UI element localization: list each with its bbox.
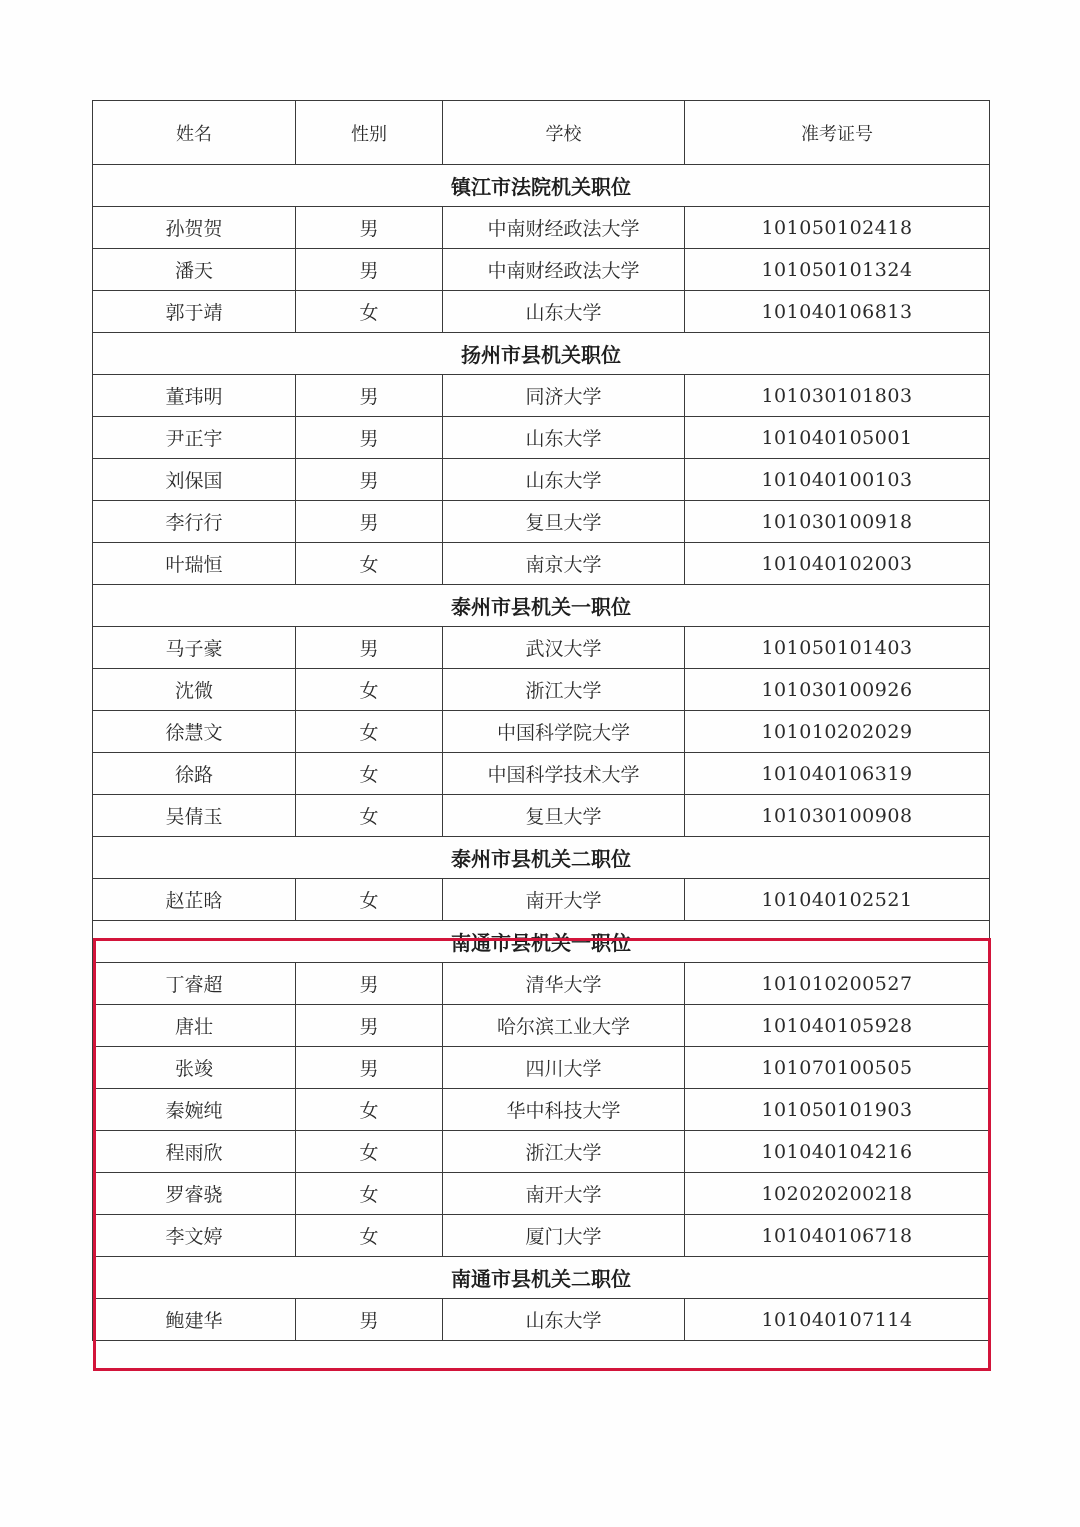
school-cell: 中国科学技术大学 — [443, 753, 685, 795]
table-header — [93, 101, 990, 165]
exam-id-cell: 101030101803 — [685, 375, 990, 417]
name-cell: 秦婉纯 — [93, 1089, 296, 1131]
school-cell: 南开大学 — [443, 1173, 685, 1215]
table-body — [93, 165, 990, 1341]
gender-cell: 女 — [296, 1131, 443, 1173]
school-cell: 中南财经政法大学 — [443, 249, 685, 291]
gender-cell: 女 — [296, 1173, 443, 1215]
table-row — [93, 1047, 990, 1089]
gender-cell: 男 — [296, 501, 443, 543]
header-name: 姓名 — [93, 101, 296, 165]
school-cell: 浙江大学 — [443, 669, 685, 711]
exam-id-cell: 101050102418 — [685, 207, 990, 249]
gender-cell: 男 — [296, 963, 443, 1005]
section-title: 南通市县机关二职位 — [93, 1257, 990, 1299]
name-cell: 赵芷晗 — [93, 879, 296, 921]
school-cell: 复旦大学 — [443, 795, 685, 837]
gender-cell: 男 — [296, 417, 443, 459]
name-cell: 李行行 — [93, 501, 296, 543]
school-cell: 哈尔滨工业大学 — [443, 1005, 685, 1047]
school-cell: 山东大学 — [443, 417, 685, 459]
gender-cell: 男 — [296, 1005, 443, 1047]
table-row — [93, 795, 990, 837]
name-cell: 郭于靖 — [93, 291, 296, 333]
table-row — [93, 291, 990, 333]
school-cell: 中国科学院大学 — [443, 711, 685, 753]
table-row — [93, 1299, 990, 1341]
name-cell: 徐路 — [93, 753, 296, 795]
name-cell: 李文婷 — [93, 1215, 296, 1257]
exam-id-cell: 101050101903 — [685, 1089, 990, 1131]
table-row — [93, 1131, 990, 1173]
gender-cell: 男 — [296, 1299, 443, 1341]
school-cell: 浙江大学 — [443, 1131, 685, 1173]
table-row — [93, 459, 990, 501]
gender-cell: 女 — [296, 291, 443, 333]
table-row — [93, 249, 990, 291]
table-row — [93, 1005, 990, 1047]
exam-id-cell: 101040105928 — [685, 1005, 990, 1047]
exam-id-cell: 101040104216 — [685, 1131, 990, 1173]
exam-id-cell: 101010200527 — [685, 963, 990, 1005]
exam-id-cell: 101040106718 — [685, 1215, 990, 1257]
header-row — [93, 101, 990, 165]
gender-cell: 男 — [296, 627, 443, 669]
gender-cell: 女 — [296, 711, 443, 753]
name-cell: 孙贺贺 — [93, 207, 296, 249]
gender-cell: 女 — [296, 1089, 443, 1131]
name-cell: 尹正宇 — [93, 417, 296, 459]
gender-cell: 男 — [296, 375, 443, 417]
table-row — [93, 753, 990, 795]
exam-id-cell: 102020200218 — [685, 1173, 990, 1215]
school-cell: 厦门大学 — [443, 1215, 685, 1257]
exam-id-cell: 101040107114 — [685, 1299, 990, 1341]
section-title: 南通市县机关一职位 — [93, 921, 990, 963]
section-title: 扬州市县机关职位 — [93, 333, 990, 375]
name-cell: 叶瑞恒 — [93, 543, 296, 585]
table-row — [93, 375, 990, 417]
gender-cell: 男 — [296, 1047, 443, 1089]
school-cell: 华中科技大学 — [443, 1089, 685, 1131]
exam-id-cell: 101050101403 — [685, 627, 990, 669]
exam-id-cell: 101040102003 — [685, 543, 990, 585]
name-cell: 张竣 — [93, 1047, 296, 1089]
school-cell: 中南财经政法大学 — [443, 207, 685, 249]
gender-cell: 女 — [296, 543, 443, 585]
exam-id-cell: 101040105001 — [685, 417, 990, 459]
name-cell: 潘天 — [93, 249, 296, 291]
gender-cell: 男 — [296, 207, 443, 249]
table-row — [93, 711, 990, 753]
section-row — [93, 165, 990, 207]
table-row — [93, 1173, 990, 1215]
exam-id-cell: 101040100103 — [685, 459, 990, 501]
name-cell: 徐慧文 — [93, 711, 296, 753]
section-title: 泰州市县机关一职位 — [93, 585, 990, 627]
section-row — [93, 921, 990, 963]
table-row — [93, 627, 990, 669]
table-row — [93, 501, 990, 543]
school-cell: 山东大学 — [443, 291, 685, 333]
table-row — [93, 1215, 990, 1257]
section-row — [93, 1257, 990, 1299]
gender-cell: 女 — [296, 669, 443, 711]
name-cell: 罗睿骁 — [93, 1173, 296, 1215]
school-cell: 同济大学 — [443, 375, 685, 417]
table-row — [93, 1089, 990, 1131]
section-row — [93, 333, 990, 375]
name-cell: 程雨欣 — [93, 1131, 296, 1173]
exam-id-cell: 101070100505 — [685, 1047, 990, 1089]
school-cell: 山东大学 — [443, 459, 685, 501]
gender-cell: 男 — [296, 459, 443, 501]
school-cell: 清华大学 — [443, 963, 685, 1005]
name-cell: 丁睿超 — [93, 963, 296, 1005]
exam-id-cell: 101050101324 — [685, 249, 990, 291]
table-row — [93, 543, 990, 585]
exam-id-cell: 101040106319 — [685, 753, 990, 795]
school-cell: 武汉大学 — [443, 627, 685, 669]
gender-cell: 女 — [296, 753, 443, 795]
section-row — [93, 585, 990, 627]
exam-id-cell: 101030100908 — [685, 795, 990, 837]
header-gender: 性别 — [296, 101, 443, 165]
gender-cell: 女 — [296, 1215, 443, 1257]
candidate-table — [92, 100, 990, 1341]
exam-id-cell: 101030100918 — [685, 501, 990, 543]
table-row — [93, 963, 990, 1005]
table-row — [93, 207, 990, 249]
table-row — [93, 417, 990, 459]
gender-cell: 男 — [296, 249, 443, 291]
gender-cell: 女 — [296, 795, 443, 837]
section-title: 镇江市法院机关职位 — [93, 165, 990, 207]
school-cell: 南京大学 — [443, 543, 685, 585]
school-cell: 复旦大学 — [443, 501, 685, 543]
school-cell: 山东大学 — [443, 1299, 685, 1341]
header-school: 学校 — [443, 101, 685, 165]
header-exam-id: 准考证号 — [685, 101, 990, 165]
name-cell: 吴倩玉 — [93, 795, 296, 837]
exam-id-cell: 101030100926 — [685, 669, 990, 711]
name-cell: 马子豪 — [93, 627, 296, 669]
exam-id-cell: 101040106813 — [685, 291, 990, 333]
section-title: 泰州市县机关二职位 — [93, 837, 990, 879]
name-cell: 刘保国 — [93, 459, 296, 501]
name-cell: 董玮明 — [93, 375, 296, 417]
school-cell: 四川大学 — [443, 1047, 685, 1089]
exam-id-cell: 101010202029 — [685, 711, 990, 753]
gender-cell: 女 — [296, 879, 443, 921]
name-cell: 唐壮 — [93, 1005, 296, 1047]
exam-id-cell: 101040102521 — [685, 879, 990, 921]
name-cell: 沈微 — [93, 669, 296, 711]
school-cell: 南开大学 — [443, 879, 685, 921]
table-row — [93, 879, 990, 921]
table-row — [93, 669, 990, 711]
name-cell: 鲍建华 — [93, 1299, 296, 1341]
section-row — [93, 837, 990, 879]
